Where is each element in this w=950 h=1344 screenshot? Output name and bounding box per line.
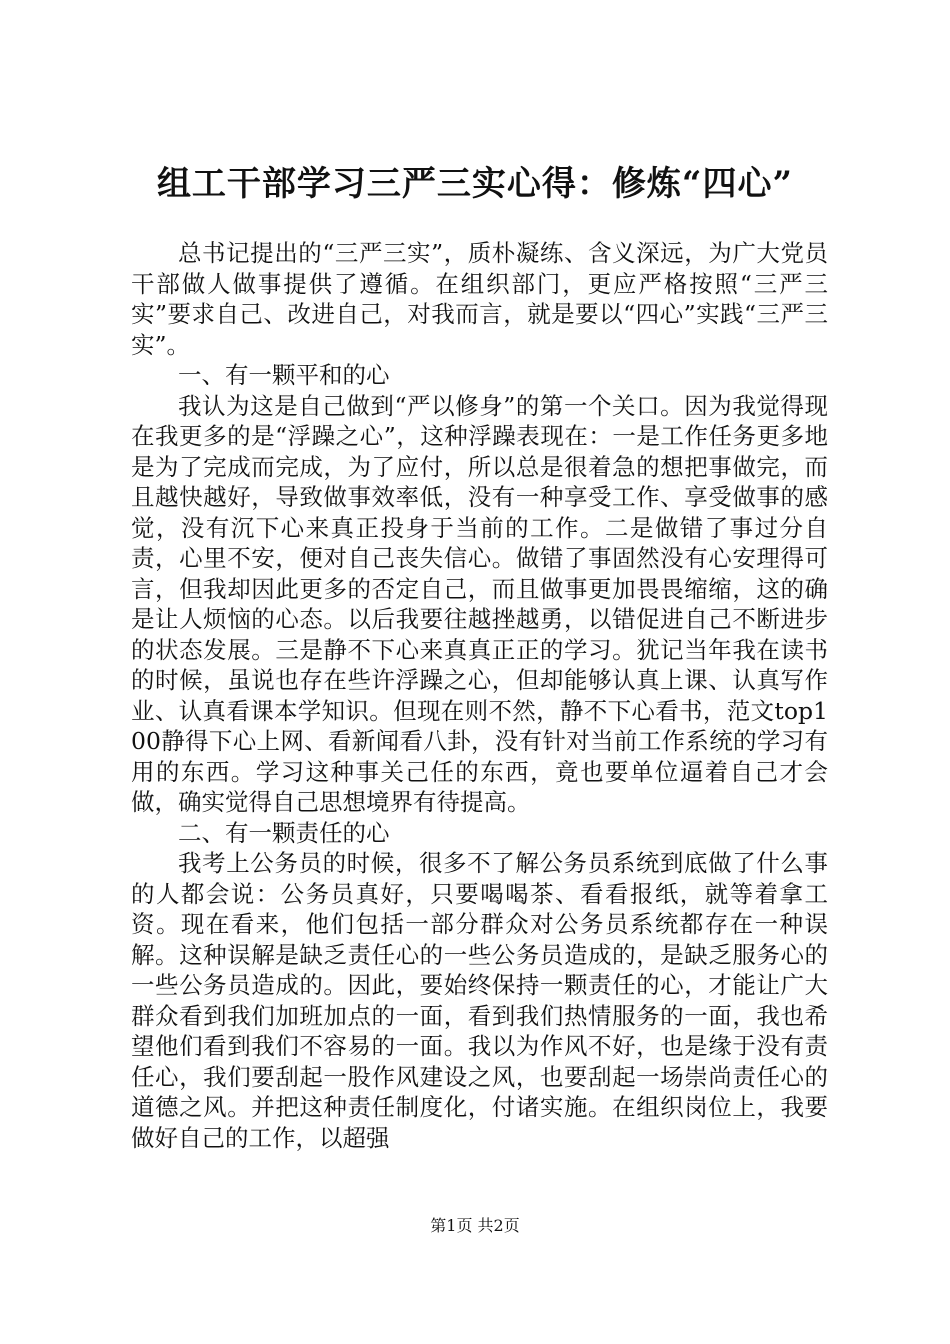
section-heading-1: 一、有一颗平和的心 <box>178 361 390 389</box>
section-heading-2: 二、有一颗责任的心 <box>178 818 390 847</box>
paragraph-section-2: 我考上公务员的时候，很多不了解公务员系统到底做了什么事的人都会说：公务员真好，只要喝喝茶、看看报纸，就等着拿工资。现在看来，他们包括一部分群众对公务员系统都存在一种误解。这种误解是缺乏责任心的一些公务员造成的，是缺乏服务心的一些公务员造成的。因此，要始终保持一颗责任的心，才能让广大群众看到我们加班加点的一面，看到我们热情服务的一面，我也希望他们看到我们不容易的一面。我以为作风不好，也是缘于没有责任心，我们要刮起一股作风建设之风，也要刮起一场崇尚责任心的道德之风。并把这种责任制度化，付诸实施。在组织岗位上，我要做好自己的工作，以超强 <box>131 849 828 1152</box>
paragraph-intro: 总书记提出的“三严三实”，质朴凝练、含义深远，为广大党员干部做人做事提供了遵循。在组织部门，更应严格按照“三严三实”要求自己、改进自己，对我而言，就是要以“四心”实践“三严三实”。 <box>131 239 828 359</box>
page-number-footer: 第1页 共2页 <box>430 1216 520 1235</box>
paragraph-section-1: 我认为这是自己做到“严以修身”的第一个关口。因为我觉得现在我更多的是“浮躁之心”，这种浮躁表现在：一是工作任务更多地是为了完成而完成，为了应付，所以总是很着急的想把事做完，而且越快越好，导致做事效率低，没有一种享受工作、享受做事的感觉，没有沉下心来真正投身于当前的工作。二是做错了事过分自责，心里不安，便对自己丧失信心。做错了事固然没有心安理得可言，但我却因此更多的否定自己，而且做事更加畏畏缩缩，这的确是让人烦恼的心态。以后我要往越挫越勇，以错促进自己不断进步的状态发展。三是静不下心来真真正正的学习。犹记当年我在读书的时候，虽说也存在些许浮躁之心，但却能够认真上课、认真写作业、认真看课本学知识。但现在则不然，静不下心看书，范文top100静得下心上网、看新闻看八卦，没有针对当前工作系统的学习有用的东西。学习这种事关己任的东西，竟也要单位逼着自己才会做，确实觉得自己思想境界有待提高。 <box>131 391 828 816</box>
document-title: 组工干部学习三严三实心得：修炼“四心” <box>156 164 794 204</box>
document-body <box>131 238 828 1153</box>
